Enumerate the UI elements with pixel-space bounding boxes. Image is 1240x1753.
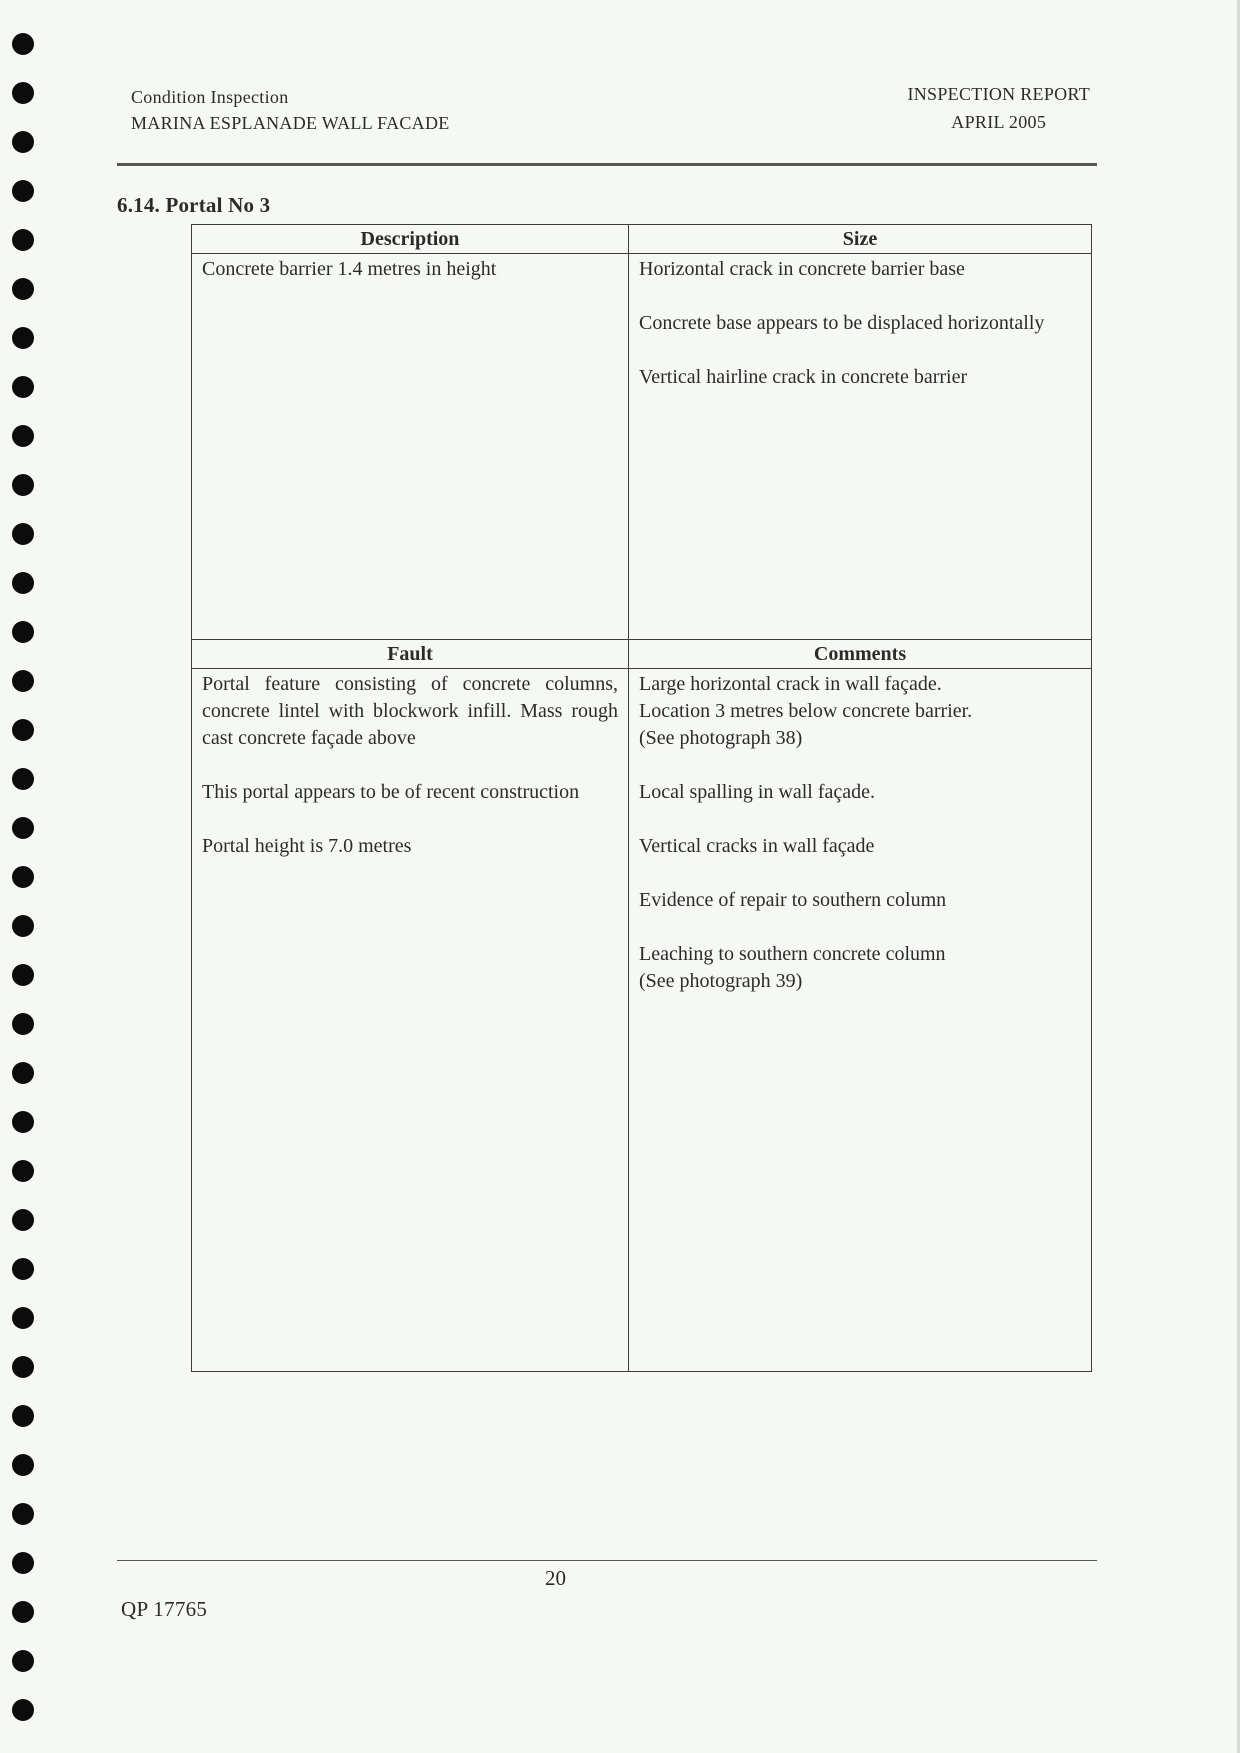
punch-hole (12, 376, 34, 398)
document-header-right (907, 80, 1090, 136)
comments-header: Comments (629, 640, 1092, 669)
punch-hole (12, 1503, 34, 1525)
size-header: Size (629, 225, 1092, 254)
comment-text: Evidence of repair to southern column (639, 889, 947, 911)
punch-hole (12, 82, 34, 104)
punch-hole (12, 278, 34, 300)
header-report-date: APRIL 2005 (951, 112, 1047, 132)
punch-hole (12, 768, 34, 790)
size-text: Concrete base appears to be displaced horizontally (639, 312, 1045, 334)
comment-text (639, 671, 1081, 752)
document-reference: QP 17765 (121, 1597, 208, 1621)
punch-hole (12, 572, 34, 594)
punch-hole (12, 670, 34, 692)
fault-text: Portal feature consisting of concrete columns, concrete lintel with blockwork infill. Mass rough cast concrete façade above (202, 673, 618, 749)
comment-line: Large horizontal crack in wall façade. (639, 673, 942, 695)
punch-hole (12, 1356, 34, 1378)
punch-hole (12, 1013, 34, 1035)
punch-hole (12, 964, 34, 986)
description-cell (192, 254, 629, 640)
fault-cell (192, 669, 629, 1372)
punch-hole (12, 1111, 34, 1133)
punch-hole (12, 1601, 34, 1623)
comments-cell (629, 669, 1092, 1372)
punch-hole (12, 425, 34, 447)
table-row (192, 254, 1092, 640)
comment-text: Vertical cracks in wall façade (639, 835, 875, 857)
table-header-row (192, 640, 1092, 669)
punch-hole (12, 1307, 34, 1329)
punch-hole (12, 131, 34, 153)
fault-text: Portal height is 7.0 metres (202, 835, 412, 857)
punch-hole (12, 1062, 34, 1084)
description-text: Concrete barrier 1.4 metres in height (202, 258, 497, 280)
punch-hole (12, 817, 34, 839)
description-header: Description (192, 225, 629, 254)
punch-hole (12, 1454, 34, 1476)
footer-divider (117, 1560, 1097, 1561)
table-header-row (192, 225, 1092, 254)
punch-hole (12, 719, 34, 741)
punch-hole (12, 915, 34, 937)
punch-hole (12, 1258, 34, 1280)
inspection-table (191, 224, 1092, 1372)
punch-hole (12, 523, 34, 545)
punch-hole (12, 1405, 34, 1427)
size-text: Horizontal crack in concrete barrier base (639, 258, 965, 280)
table-row (192, 669, 1092, 1372)
punch-hole (12, 621, 34, 643)
comment-line: Location 3 metres below concrete barrier. (639, 700, 973, 722)
punch-hole (12, 1650, 34, 1672)
punch-hole (12, 866, 34, 888)
fault-text: This portal appears to be of recent construction (202, 781, 580, 803)
punch-hole (12, 1209, 34, 1231)
punch-hole (12, 327, 34, 349)
section-title: 6.14. Portal No 3 (117, 193, 271, 217)
punch-hole (12, 229, 34, 251)
page-number: 20 (545, 1566, 566, 1590)
comment-line: (See photograph 38) (639, 727, 803, 749)
comment-line: Leaching to southern concrete column (639, 943, 946, 965)
punch-hole (12, 180, 34, 202)
punch-hole (12, 474, 34, 496)
size-cell (629, 254, 1092, 640)
header-subtitle: Condition Inspection (131, 87, 289, 107)
header-report-type: INSPECTION REPORT (907, 84, 1090, 104)
punch-hole (12, 1160, 34, 1182)
comment-line: (See photograph 39) (639, 970, 803, 992)
fault-header: Fault (192, 640, 629, 669)
punch-hole (12, 1552, 34, 1574)
punch-hole (12, 33, 34, 55)
punch-hole (12, 1699, 34, 1721)
header-divider (117, 163, 1097, 166)
header-project-title: MARINA ESPLANADE WALL FACADE (131, 113, 450, 133)
comment-text: Local spalling in wall façade. (639, 781, 876, 803)
document-header-left (131, 84, 450, 136)
comment-text (639, 941, 1081, 995)
size-text: Vertical hairline crack in concrete barrier (639, 366, 968, 388)
